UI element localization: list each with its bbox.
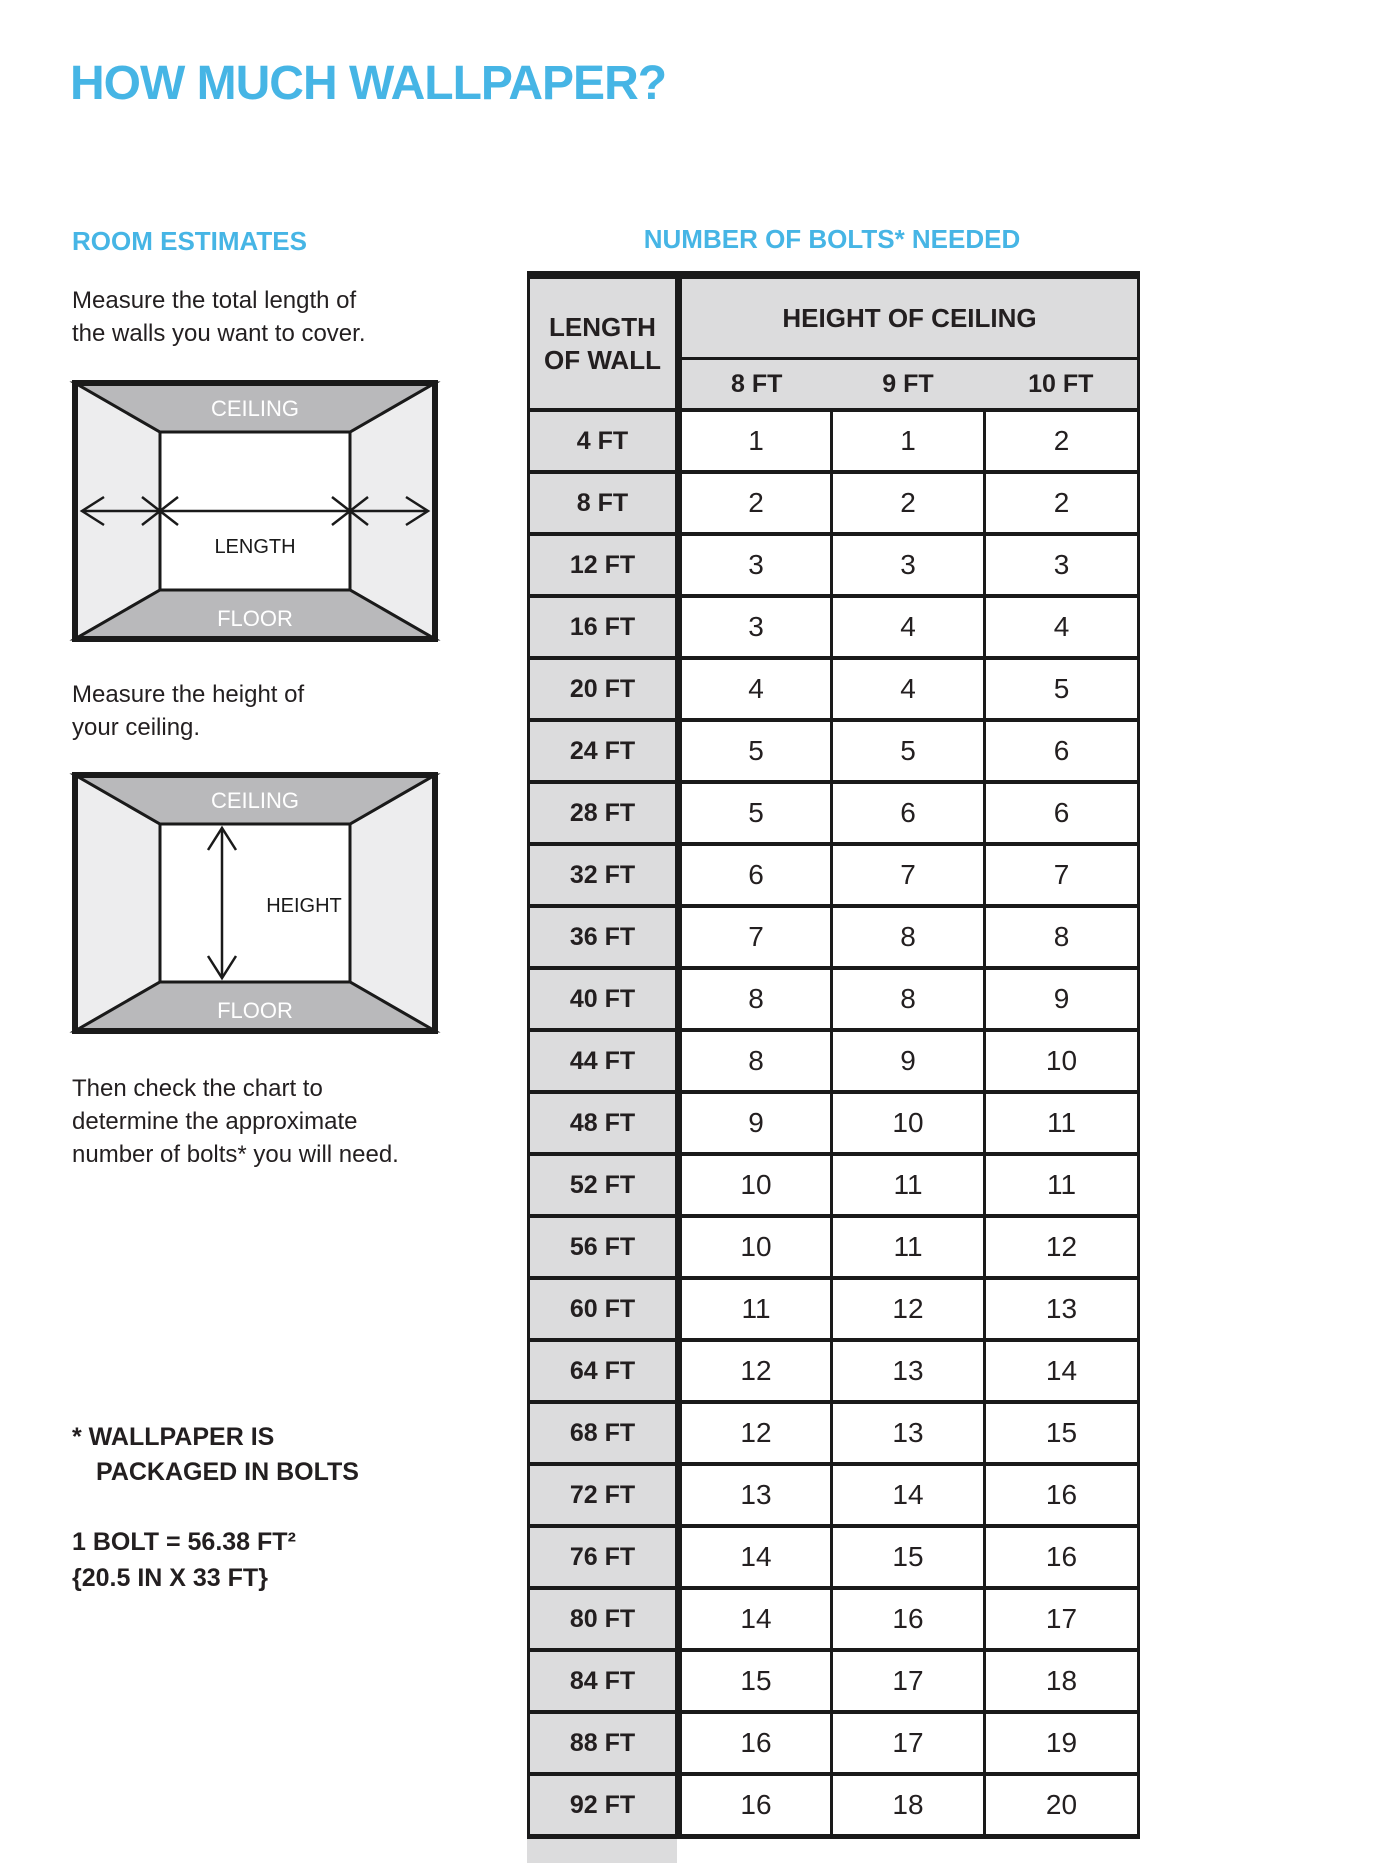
bolt-count-cell: 11 bbox=[985, 1154, 1139, 1216]
height-of-ceiling-header: HEIGHT OF CEILING bbox=[679, 275, 1139, 359]
label-column-tail bbox=[527, 1839, 677, 1863]
bolt-count-cell: 6 bbox=[832, 782, 985, 844]
bolt-count-cell: 5 bbox=[679, 720, 832, 782]
table-row bbox=[529, 1154, 1139, 1216]
bolt-count-cell: 3 bbox=[985, 534, 1139, 596]
bolt-count-cell: 3 bbox=[832, 534, 985, 596]
bolt-count-cell: 18 bbox=[832, 1774, 985, 1837]
wall-length-cell: 36 FT bbox=[529, 906, 679, 968]
wall-length-cell: 60 FT bbox=[529, 1278, 679, 1340]
bolt-count-cell: 9 bbox=[832, 1030, 985, 1092]
table-row bbox=[529, 534, 1139, 596]
height-label: HEIGHT bbox=[266, 895, 342, 917]
bolt-count-cell: 20 bbox=[985, 1774, 1139, 1837]
table-row bbox=[529, 410, 1139, 472]
bolt-count-cell: 8 bbox=[832, 906, 985, 968]
bolt-count-cell: 12 bbox=[832, 1278, 985, 1340]
bolt-count-cell: 6 bbox=[985, 720, 1139, 782]
bolt-count-cell: 4 bbox=[985, 596, 1139, 658]
paragraph-line: Measure the total length of bbox=[72, 287, 357, 314]
paragraph-line: the walls you want to cover. bbox=[72, 320, 366, 347]
bolt-count-cell: 5 bbox=[985, 658, 1139, 720]
footnote-line: PACKAGED IN BOLTS bbox=[96, 1458, 359, 1486]
wall-length-cell: 72 FT bbox=[529, 1464, 679, 1526]
bolt-count-cell: 14 bbox=[679, 1588, 832, 1650]
table-row bbox=[529, 1030, 1139, 1092]
paragraph-line: determine the approximate bbox=[72, 1108, 358, 1135]
table-row bbox=[529, 1464, 1139, 1526]
bolt-note-line: 1 BOLT = 56.38 FT² bbox=[72, 1528, 296, 1556]
bolt-count-cell: 15 bbox=[832, 1526, 985, 1588]
footnote-line: * WALLPAPER IS bbox=[72, 1423, 275, 1451]
bolt-count-cell: 15 bbox=[985, 1402, 1139, 1464]
paragraph-line: your ceiling. bbox=[72, 714, 201, 741]
paragraph-line: Measure the height of bbox=[72, 681, 305, 708]
floor-label: FLOOR bbox=[217, 606, 293, 631]
bolt-count-cell: 7 bbox=[985, 844, 1139, 906]
length-of-wall-header: LENGTH OF WALL bbox=[529, 275, 679, 410]
table-row bbox=[529, 844, 1139, 906]
length-label: LENGTH bbox=[214, 536, 296, 558]
bolt-count-cell: 8 bbox=[832, 968, 985, 1030]
bolt-count-cell: 10 bbox=[832, 1092, 985, 1154]
bolts-table-body bbox=[529, 410, 1139, 1837]
bolt-count-cell: 14 bbox=[679, 1526, 832, 1588]
wall-length-cell: 88 FT bbox=[529, 1712, 679, 1774]
wall-length-cell: 84 FT bbox=[529, 1650, 679, 1712]
bolt-count-cell: 10 bbox=[679, 1154, 832, 1216]
wall-length-cell: 8 FT bbox=[529, 472, 679, 534]
table-row bbox=[529, 720, 1139, 782]
bolt-count-cell: 10 bbox=[985, 1030, 1139, 1092]
bolt-count-cell: 17 bbox=[985, 1588, 1139, 1650]
page-title: HOW MUCH WALLPAPER? bbox=[70, 57, 667, 110]
bolt-count-cell: 8 bbox=[679, 968, 832, 1030]
table-row bbox=[529, 1278, 1139, 1340]
bolt-count-cell: 5 bbox=[832, 720, 985, 782]
bolt-count-cell: 7 bbox=[679, 906, 832, 968]
bolt-count-cell: 9 bbox=[985, 968, 1139, 1030]
table-row bbox=[529, 782, 1139, 844]
bolt-count-cell: 17 bbox=[832, 1650, 985, 1712]
bolt-count-cell: 2 bbox=[985, 472, 1139, 534]
column-header-8ft: 8 FT bbox=[679, 359, 832, 411]
bolt-count-cell: 4 bbox=[832, 596, 985, 658]
paragraph-line: number of bolts* you will need. bbox=[72, 1141, 399, 1168]
wall-length-cell: 44 FT bbox=[529, 1030, 679, 1092]
bolt-count-cell: 13 bbox=[679, 1464, 832, 1526]
wall-length-cell: 64 FT bbox=[529, 1340, 679, 1402]
bolt-count-cell: 16 bbox=[679, 1712, 832, 1774]
bolts-table bbox=[527, 271, 1140, 1839]
wall-length-cell: 32 FT bbox=[529, 844, 679, 906]
ceiling-label: CEILING bbox=[210, 788, 300, 813]
room-estimates-heading: ROOM ESTIMATES bbox=[72, 226, 307, 256]
table-row bbox=[529, 472, 1139, 534]
table-row bbox=[529, 596, 1139, 658]
bolt-count-cell: 3 bbox=[679, 596, 832, 658]
bolt-count-cell: 1 bbox=[679, 410, 832, 472]
wall-length-cell: 76 FT bbox=[529, 1526, 679, 1588]
bolt-count-cell: 17 bbox=[832, 1712, 985, 1774]
wall-length-cell: 12 FT bbox=[529, 534, 679, 596]
bolts-table-section bbox=[527, 224, 1137, 1863]
bolt-count-cell: 13 bbox=[832, 1340, 985, 1402]
bolt-count-cell: 12 bbox=[985, 1216, 1139, 1278]
table-row bbox=[529, 1712, 1139, 1774]
bolt-count-cell: 5 bbox=[679, 782, 832, 844]
paragraph-line: Then check the chart to bbox=[72, 1075, 323, 1102]
wall-length-cell: 56 FT bbox=[529, 1216, 679, 1278]
wall-length-cell: 48 FT bbox=[529, 1092, 679, 1154]
table-row bbox=[529, 968, 1139, 1030]
bolt-count-cell: 13 bbox=[985, 1278, 1139, 1340]
bolt-count-cell: 14 bbox=[832, 1464, 985, 1526]
bolt-count-cell: 3 bbox=[679, 534, 832, 596]
wallpaper-bolts-footnote bbox=[72, 1420, 359, 1490]
wall-length-cell: 4 FT bbox=[529, 410, 679, 472]
bolt-count-cell: 10 bbox=[679, 1216, 832, 1278]
wall-length-cell: 52 FT bbox=[529, 1154, 679, 1216]
wall-length-cell: 80 FT bbox=[529, 1588, 679, 1650]
bolt-count-cell: 8 bbox=[679, 1030, 832, 1092]
floor-label: FLOOR bbox=[217, 998, 293, 1023]
measure-length-paragraph bbox=[72, 284, 365, 350]
bolt-count-cell: 4 bbox=[679, 658, 832, 720]
room-height-diagram bbox=[72, 772, 438, 1034]
bolt-count-cell: 11 bbox=[679, 1278, 832, 1340]
wall-length-cell: 40 FT bbox=[529, 968, 679, 1030]
table-row bbox=[529, 1402, 1139, 1464]
bolt-count-cell: 8 bbox=[985, 906, 1139, 968]
bolt-count-cell: 18 bbox=[985, 1650, 1139, 1712]
bolt-count-cell: 7 bbox=[832, 844, 985, 906]
bolt-count-cell: 16 bbox=[985, 1526, 1139, 1588]
check-chart-paragraph bbox=[72, 1072, 399, 1171]
bolt-count-cell: 14 bbox=[985, 1340, 1139, 1402]
bolt-count-cell: 12 bbox=[679, 1402, 832, 1464]
bolt-count-cell: 19 bbox=[985, 1712, 1139, 1774]
table-row bbox=[529, 906, 1139, 968]
bolt-count-cell: 4 bbox=[832, 658, 985, 720]
bolt-count-cell: 11 bbox=[832, 1154, 985, 1216]
bolt-count-cell: 16 bbox=[985, 1464, 1139, 1526]
column-header-9ft: 9 FT bbox=[832, 359, 985, 411]
bolt-count-cell: 2 bbox=[985, 410, 1139, 472]
ceiling-label: CEILING bbox=[210, 396, 300, 421]
table-row bbox=[529, 1092, 1139, 1154]
table-row bbox=[529, 1340, 1139, 1402]
wall-length-cell: 92 FT bbox=[529, 1774, 679, 1837]
table-row bbox=[529, 1650, 1139, 1712]
table-row bbox=[529, 658, 1139, 720]
bolt-size-note bbox=[72, 1524, 296, 1596]
bolt-count-cell: 6 bbox=[679, 844, 832, 906]
column-header-10ft: 10 FT bbox=[985, 359, 1139, 411]
bolt-count-cell: 15 bbox=[679, 1650, 832, 1712]
table-row bbox=[529, 1216, 1139, 1278]
bolt-count-cell: 6 bbox=[985, 782, 1139, 844]
table-header-row-group bbox=[529, 275, 1139, 359]
bolt-count-cell: 1 bbox=[832, 410, 985, 472]
bolt-count-cell: 16 bbox=[832, 1588, 985, 1650]
wall-length-cell: 24 FT bbox=[529, 720, 679, 782]
table-row bbox=[529, 1588, 1139, 1650]
bolt-count-cell: 12 bbox=[679, 1340, 832, 1402]
bolt-count-cell: 9 bbox=[679, 1092, 832, 1154]
wall-length-cell: 28 FT bbox=[529, 782, 679, 844]
bolt-count-cell: 13 bbox=[832, 1402, 985, 1464]
bolt-count-cell: 11 bbox=[985, 1092, 1139, 1154]
table-row bbox=[529, 1774, 1139, 1837]
room-length-diagram bbox=[72, 380, 438, 642]
bolt-note-line: {20.5 IN X 33 FT} bbox=[72, 1564, 268, 1592]
bolt-count-cell: 2 bbox=[679, 472, 832, 534]
wall-length-cell: 16 FT bbox=[529, 596, 679, 658]
bolt-count-cell: 2 bbox=[832, 472, 985, 534]
bolt-count-cell: 16 bbox=[679, 1774, 832, 1837]
bolt-count-cell: 11 bbox=[832, 1216, 985, 1278]
wall-length-cell: 20 FT bbox=[529, 658, 679, 720]
measure-height-paragraph bbox=[72, 678, 304, 744]
bolts-needed-heading: NUMBER OF BOLTS* NEEDED bbox=[643, 224, 1021, 254]
table-row bbox=[529, 1526, 1139, 1588]
wall-length-cell: 68 FT bbox=[529, 1402, 679, 1464]
